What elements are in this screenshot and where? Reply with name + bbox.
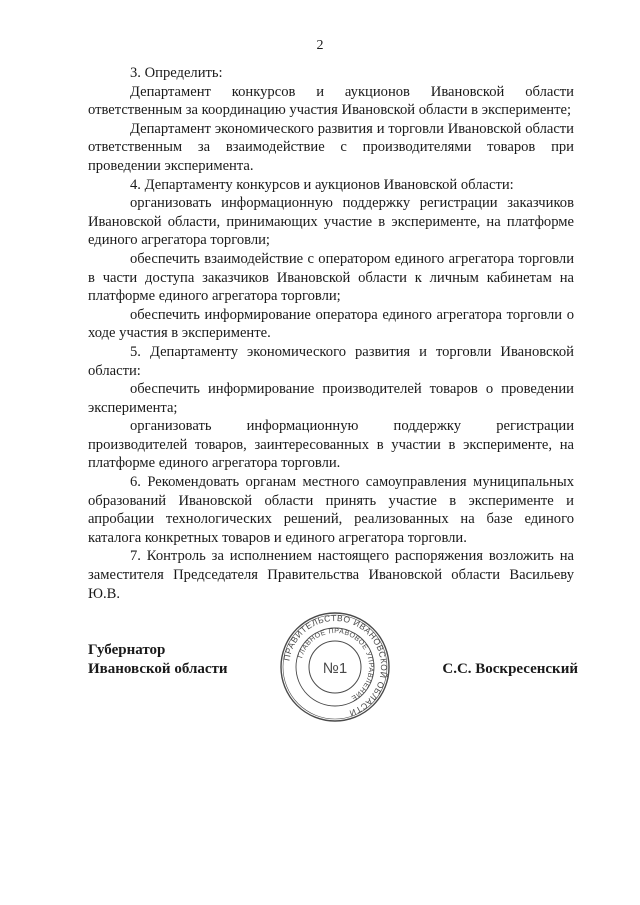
signatory-title-line2: Ивановской области — [88, 661, 228, 677]
paragraph-7: 7. Контроль за исполнением настоящего распоряжения возложить на заместителя Председателя Правительства Ивановской области Васильеву Ю.В. — [88, 548, 574, 602]
paragraph: обеспечить информирование оператора единого агрегатора торговли о ходе участия в эксперименте. — [88, 306, 574, 342]
seal-outer-text: ПРАВИТЕЛЬСТВО ИВАНОВСКОЙ ОБЛАСТИ — [281, 612, 390, 719]
seal-number: №1 — [322, 660, 348, 677]
signatory-title — [88, 641, 288, 679]
paragraph: Департамент конкурсов и аукционов Ивановской области ответственным за координацию участия Ивановской области в эксперименте; — [88, 83, 574, 119]
paragraph-4-heading: 4. Департаменту конкурсов и аукционов Ивановской области: — [130, 176, 514, 193]
signatory-title-line1: Губернатор — [88, 642, 166, 658]
seal-inner-text: ГЛАВНОЕ ПРАВОВОЕ УПРАВЛЕНИЕ — [297, 627, 375, 702]
paragraph-3-heading: 3. Определить: — [130, 65, 223, 81]
document-body — [88, 64, 574, 603]
official-seal — [278, 610, 392, 724]
paragraph: Департамент экономического развития и торговли Ивановской области ответственным за взаимодействие с производителями товаров при проведении эксперимента. — [88, 120, 574, 174]
paragraph: обеспечить взаимодействие с оператором единого агрегатора торговли в части доступа заказчиков Ивановской области к личным кабинетам на платформе единого агрегатора торговли; — [88, 250, 574, 305]
signatory-name: С.С. Воскресенский — [442, 661, 578, 677]
paragraph: организовать информационную поддержку регистрации производителей товаров, заинтересованных в участии в эксперименте, на платформе единого агрегатора торговли. — [88, 418, 574, 472]
paragraph-5-heading: 5. Департаменту экономического развития и торговли Ивановской области: — [88, 343, 574, 379]
paragraph: организовать информационную поддержку регистрации заказчиков Ивановской области, принимающих участие в эксперименте, на платформе единого агрегатора торговли; — [88, 195, 574, 249]
page-number: 2 — [316, 38, 324, 53]
paragraph: обеспечить информирование производителей товаров о проведении эксперимента; — [88, 381, 574, 416]
paragraph-6: 6. Рекомендовать органам местного самоуправления муниципальных образований Ивановской области принять участие в эксперименте и апробации технологических решений, реализованных на базе единого каталога конкретных товаров и единого агрегатора торговли. — [88, 474, 574, 546]
